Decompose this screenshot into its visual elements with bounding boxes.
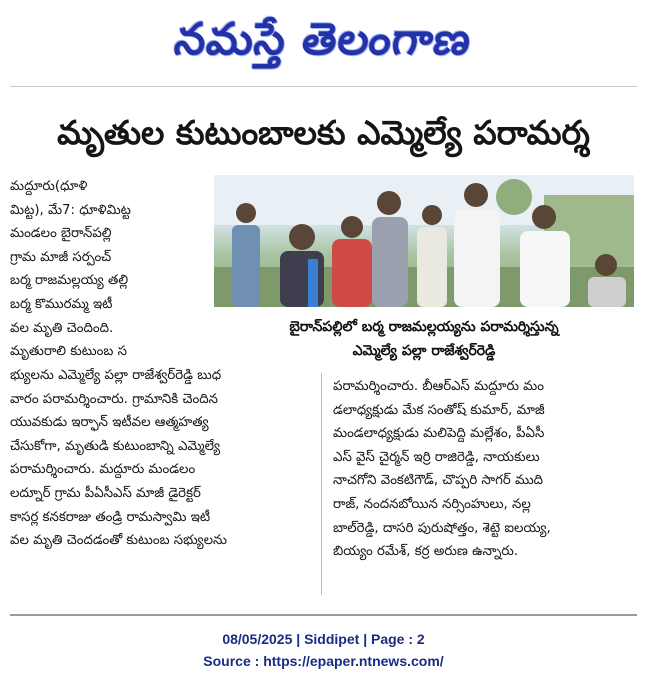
photo-caption: [214, 315, 634, 371]
bottom-divider: [10, 614, 637, 616]
body-line: వల మృతి చెందింది.: [10, 320, 114, 336]
article-column-right: [333, 375, 633, 564]
footer-source-link[interactable]: Source : https://epaper.ntnews.com/: [203, 653, 444, 669]
body-line: వారం పరామర్శించారు. గ్రామానికి చెందిన: [10, 391, 218, 407]
body-line: ఎస్ వైస్ చైర్మన్ ఇర్రి రాజిరెడ్డి, నాయకులు: [333, 449, 540, 465]
body-line: బర్మ రాజమల్లయ్య తల్లి: [10, 273, 129, 289]
body-line: మృతురాలి కుటుంబ స: [10, 344, 127, 360]
footer-edition-info: 08/05/2025 | Siddipet | Page : 2: [222, 631, 425, 647]
body-line: డలాధ్యక్షుడు మేక సంతోష్ కుమార్, మాజీ: [333, 402, 545, 418]
body-line: బాల్‌రెడ్డి, దాసరి పురుషోత్తం, శెట్టె ఐలయ్య,: [333, 520, 551, 536]
body-line: పరామర్శించారు. మద్దూరు మండలం: [10, 462, 196, 478]
caption-line: ఎమ్మెల్యే పల్లా రాజేశ్వర్‌రెడ్డి: [352, 343, 496, 359]
body-line: వల మృతి చెందడంతో కుటుంబ సభ్యులను: [10, 533, 227, 549]
body-line: కాసర్ల కనకరాజు తండ్రి రామస్వామి ఇటీ: [10, 509, 211, 525]
article-column-left-top: [10, 175, 206, 364]
body-line: బర్మ కొమురమ్మ ఇటీ: [10, 296, 113, 312]
body-line: చేసుకోగా, మృతుడి కుటుంబాన్ని ఎమ్మెల్యే: [10, 438, 221, 454]
photo-illustration: [214, 175, 634, 307]
body-line: లద్నూర్ గ్రామ పీఏసీఎస్ మాజీ డైరెక్టర్: [10, 485, 201, 501]
body-line: యువకుడు ఇర్ఫాన్ ఇటీవల ఆత్మహత్య: [10, 415, 209, 431]
body-line: మండలాధ్యక్షుడు మలిపెద్ది మల్లేశం, పీఏసీ: [333, 426, 545, 442]
body-line: మండలం బైరాన్‌పల్లి: [10, 226, 112, 242]
article-headline: మృతుల కుటుంబాలకు ఎమ్మెల్యే పరామర్శ: [57, 113, 590, 152]
article-column-left-bottom: [10, 364, 310, 553]
column-divider: [321, 373, 322, 595]
top-divider: [10, 86, 637, 87]
footer: [0, 628, 647, 672]
news-photo: [214, 175, 634, 307]
body-line: గ్రామ మాజీ సర్పంచ్: [10, 249, 112, 265]
body-line: మద్దూరు(ధూళి: [10, 179, 88, 194]
body-line: పరామర్శించారు. బీఆర్‌ఎస్ మద్దూరు మం: [333, 379, 544, 394]
body-line: నాచగోని వెంకటిగౌడ్, చొప్పరి సాగర్ ముది: [333, 473, 544, 489]
body-line: భ్యులను ఎమ్మెల్యే పల్లా రాజేశ్వర్‌రెడ్డి బుధ: [10, 368, 222, 383]
newspaper-title: నమస్తే తెలంగాణ: [171, 14, 476, 65]
body-line: రాజ్, నందనబోయిన నర్సింహులు, నల్ల: [333, 496, 531, 512]
body-line: మిట్ట), మే7: ధూళిమిట్ట: [10, 202, 131, 218]
caption-line: బైరాన్‌పల్లిలో బర్మ రాజమల్లయ్యను పరామర్శిస్తున్న: [289, 319, 559, 335]
masthead: [0, 4, 647, 76]
body-line: బియ్యం రమేశ్, కర్ర అరుణ ఉన్నారు.: [333, 544, 519, 560]
